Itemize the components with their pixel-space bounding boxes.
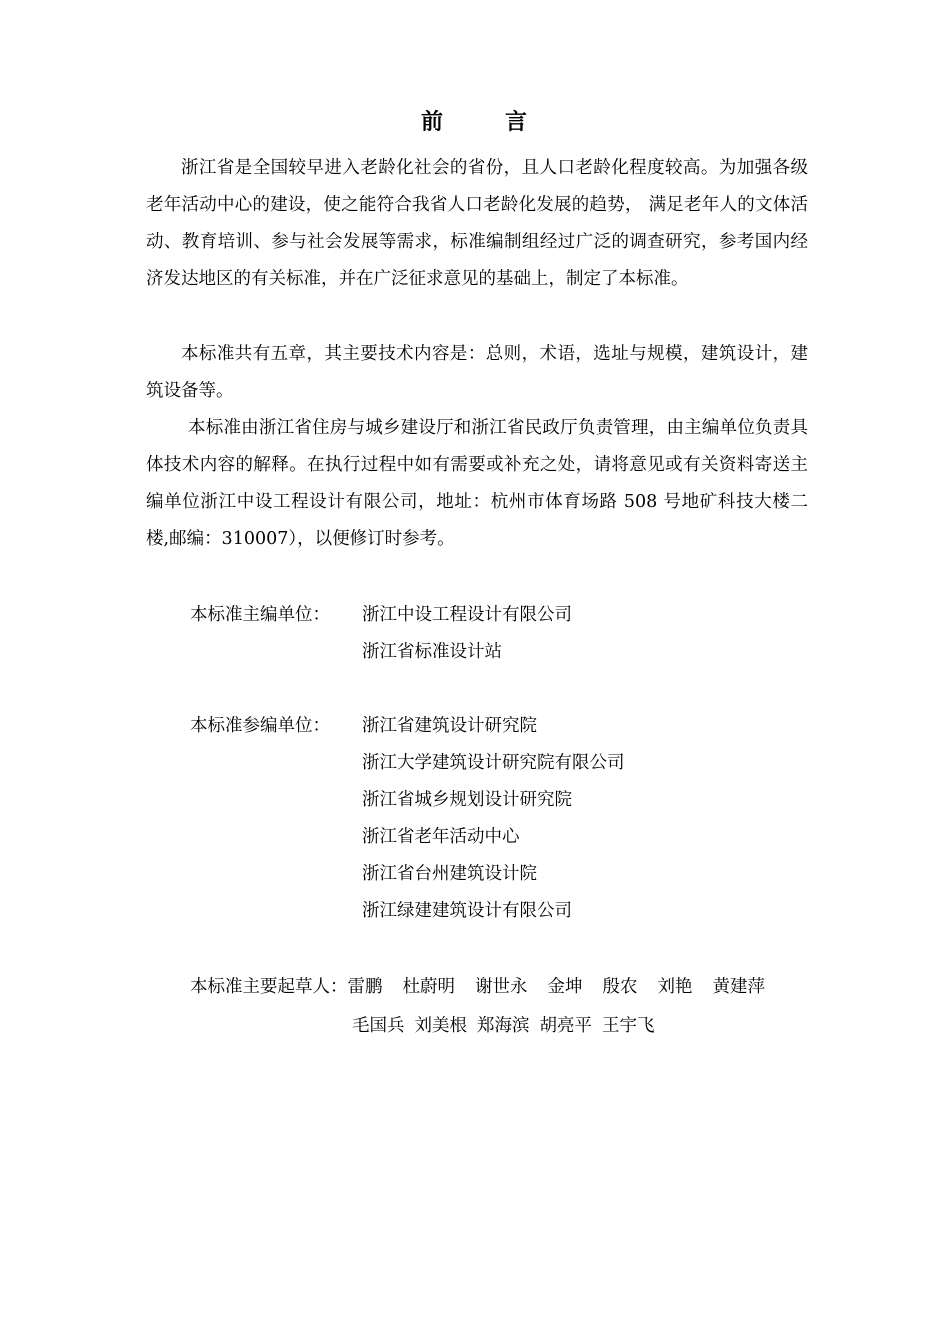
drafter-name: 毛国兵 xyxy=(352,1016,405,1036)
title-char-1: 前 xyxy=(420,109,445,135)
participating-unit: 浙江大学建筑设计研究院有限公司 xyxy=(362,753,625,773)
drafter-name: 杜蔚明 xyxy=(402,977,455,997)
main-editor-unit: 浙江中设工程设计有限公司 xyxy=(362,605,572,625)
drafter-name: 雷鹏 xyxy=(347,977,383,997)
drafter-name: 刘艳 xyxy=(657,977,693,997)
drafter-name: 谢世永 xyxy=(475,977,528,997)
drafter-name: 刘美根 xyxy=(414,1016,467,1036)
participating-unit: 浙江省建筑设计研究院 xyxy=(362,716,537,736)
participating-unit: 浙江省老年活动中心 xyxy=(362,827,520,847)
drafters-line-1 xyxy=(190,969,785,1006)
main-editors-label: 本标准主编单位： xyxy=(190,605,330,625)
drafter-name: 殷农 xyxy=(602,977,638,997)
drafter-name: 黄建萍 xyxy=(712,977,765,997)
participating-unit: 浙江绿建建筑设计有限公司 xyxy=(362,901,572,921)
page-title xyxy=(0,105,950,139)
main-editor-unit: 浙江省标准设计站 xyxy=(362,642,502,662)
drafter-name: 郑海滨 xyxy=(477,1016,530,1036)
participating-editors-label: 本标准参编单位： xyxy=(190,716,330,736)
participating-unit: 浙江省台州建筑设计院 xyxy=(362,864,537,884)
drafter-name: 王宇飞 xyxy=(602,1016,655,1036)
drafters-label: 本标准主要起草人： xyxy=(190,977,348,997)
participating-editors-list xyxy=(362,708,625,930)
participating-unit: 浙江省城乡规划设计研究院 xyxy=(362,790,572,810)
main-editors-list xyxy=(362,597,572,671)
preface-paragraph-3: 本标准由浙江省住房与城乡建设厅和浙江省民政厅负责管理，由主编单位负责具体技术内容的解释。在执行过程中如有需要或补充之处，请将意见或有关资料寄送主编单位浙江中设工程设计有限公司，地址：杭州市体育场路 508 号地矿科技大楼二楼,邮编：310007），以便修订时参考。 xyxy=(146,418,808,549)
drafter-name: 胡亮平 xyxy=(539,1016,592,1036)
title-char-2: 言 xyxy=(505,109,530,135)
drafters-line-2 xyxy=(352,1008,665,1045)
preface-paragraph-2: 本标准共有五章，其主要技术内容是：总则，术语，选址与规模，建筑设计，建筑设备等。 xyxy=(146,344,808,401)
drafter-name: 金坤 xyxy=(547,977,583,997)
preface-paragraph-1: 浙江省是全国较早进入老龄化社会的省份，且人口老龄化程度较高。为加强各级老年活动中心的建设，使之能符合我省人口老龄化发展的趋势， 满足老年人的文体活动、教育培训、参与社会发展等需求，标准编制组经过广泛的调查研究，参考国内经济发达地区的有关标准，并在广泛征求意见的基础上，制定了本标准。 xyxy=(146,158,808,289)
